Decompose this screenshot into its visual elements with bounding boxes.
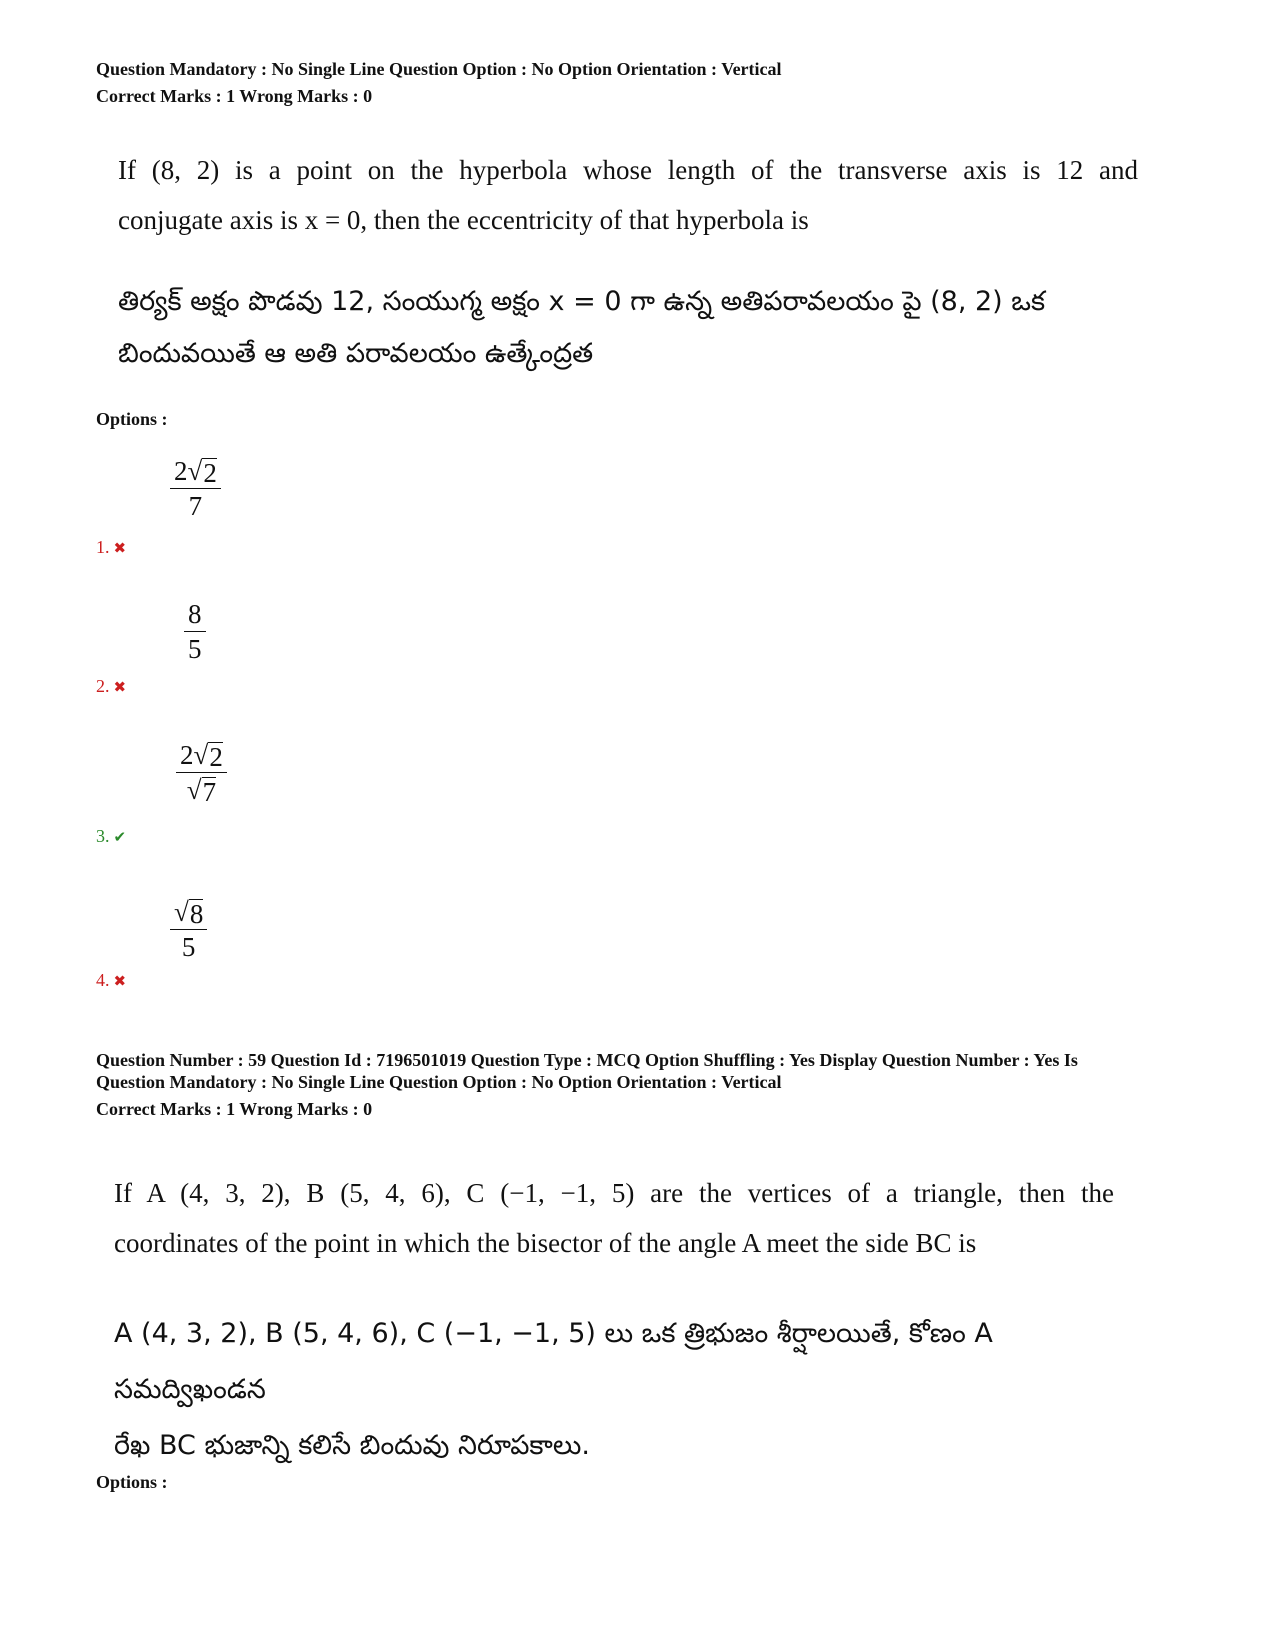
radicand: 7	[202, 777, 217, 807]
wrong-icon: ✖	[113, 541, 127, 557]
check-icon: ✔	[113, 830, 127, 846]
fraction-denominator	[183, 773, 220, 807]
wrong-icon: ✖	[113, 974, 127, 990]
question-header: Question Number : 59 Question Id : 7196501019 Question Type : MCQ Option Shuffling : Yes Display Question Number : Yes Is	[96, 1050, 1078, 1070]
question-text-line: తిర్యక్ అక్షం పొడవు 12, సంయుగ్మ అక్షం x = 0 గా ఉన్న అతిపరావలయం పై (8, 2) ఒక	[118, 286, 1046, 317]
coefficient: 2	[174, 456, 188, 486]
radicand: 2	[209, 742, 223, 772]
fraction-numerator	[170, 895, 207, 930]
option-number: 4.	[96, 970, 110, 990]
option-2[interactable]	[96, 676, 126, 697]
sqrt	[174, 895, 203, 929]
coefficient: 2	[180, 740, 194, 770]
fraction-denominator: 5	[181, 932, 196, 962]
sqrt	[187, 773, 216, 807]
options-label: Options :	[96, 1472, 168, 1492]
option-1-fraction	[170, 454, 221, 523]
options-label: Options :	[96, 409, 168, 429]
option-3[interactable]	[96, 826, 126, 847]
option-number: 2.	[96, 676, 110, 696]
wrong-icon: ✖	[113, 680, 127, 696]
option-number: 3.	[96, 826, 110, 846]
option-1[interactable]	[96, 537, 126, 558]
question-text-telugu	[114, 1306, 1134, 1474]
radical-sign: √	[187, 456, 203, 486]
option-4-fraction	[170, 895, 207, 964]
radical-sign: √	[193, 740, 209, 770]
fraction-numerator: 8	[184, 597, 206, 632]
fraction-numerator	[176, 738, 227, 773]
question-text-line: If A (4, 3, 2), B (5, 4, 6), C (−1, −1, 5) are the vertices of a triangle, then the	[114, 1178, 1114, 1208]
marks-line: Correct Marks : 1 Wrong Marks : 0	[96, 1099, 373, 1119]
question-text-english	[114, 1168, 1114, 1268]
question-text-line: coordinates of the point in which the bisector of the angle A meet the side BC is	[114, 1228, 977, 1258]
question-text-telugu	[118, 276, 1138, 380]
option-3-fraction	[176, 738, 227, 807]
question-text-line: బిందువయితే ఆ అతి పరావలయం ఉత్కేంద్రత	[118, 338, 594, 369]
question-meta-line: Question Mandatory : No Single Line Question Option : No Option Orientation : Vertical	[96, 59, 782, 79]
marks-line: Correct Marks : 1 Wrong Marks : 0	[96, 86, 373, 106]
option-2-fraction	[184, 597, 206, 666]
question-text-english	[118, 145, 1138, 245]
option-number: 1.	[96, 537, 110, 557]
fraction-denominator: 5	[188, 634, 202, 664]
fraction-numerator	[170, 454, 221, 489]
sqrt	[194, 738, 223, 772]
question-text-line: రేఖ BC భుజాన్ని కలిసే బిందువు నిరూపకాలు.	[114, 1430, 590, 1461]
question-text-line: If (8, 2) is a point on the hyperbola whose length of the transverse axis is 12 and	[118, 155, 1138, 185]
radical-sign: √	[186, 775, 202, 805]
question-text-line: conjugate axis is x = 0, then the eccentricity of that hyperbola is	[118, 205, 809, 235]
sqrt	[188, 454, 217, 488]
fraction-denominator: 7	[188, 491, 203, 521]
option-4[interactable]	[96, 970, 126, 991]
radicand: 2	[203, 458, 217, 488]
question-text-line: A (4, 3, 2), B (5, 4, 6), C (−1, −1, 5) లు ఒక త్రిభుజం శీర్షాలయితే, కోణం A సమద్విఖండన	[114, 1318, 993, 1405]
question-meta-line: Question Mandatory : No Single Line Question Option : No Option Orientation : Vertical	[96, 1072, 782, 1092]
radicand: 8	[189, 899, 204, 929]
radical-sign: √	[174, 897, 189, 927]
